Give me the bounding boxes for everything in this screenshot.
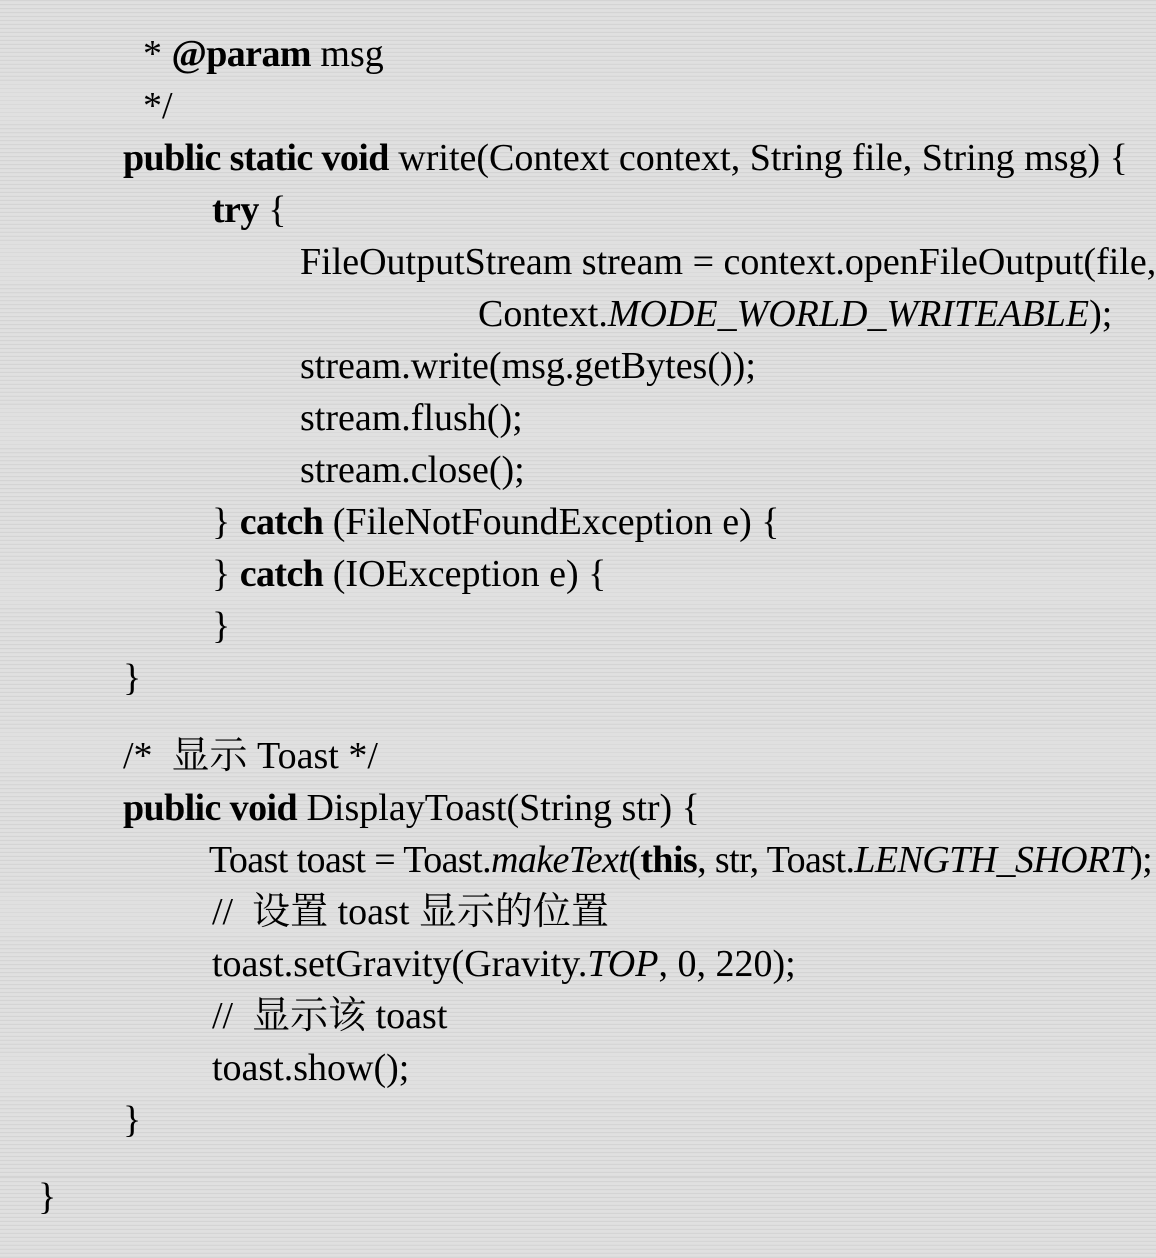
code-comment: // 显示该 toast [212, 995, 448, 1037]
code-keyword: catch [239, 553, 324, 595]
code-text: , 0, 220); [658, 943, 796, 985]
code-line [105, 46, 173, 127]
code-italic: LENGTH_SHORT [854, 839, 1131, 881]
code-line [174, 566, 231, 647]
code-text: */ [143, 85, 173, 127]
code-text: write(Context context, String file, String msg) { [388, 137, 1128, 179]
code-text: * [143, 33, 172, 75]
code-keyword: public void [123, 787, 297, 829]
code-line [85, 696, 378, 777]
code-text: } [123, 1099, 142, 1141]
code-text: Toast toast = Toast. [208, 839, 491, 881]
code-keyword: public static void [123, 137, 389, 179]
code-text: FileOutputStream stream = context.openFileOutput(file, [300, 241, 1156, 283]
code-text: } [38, 1176, 57, 1218]
code-line [174, 852, 609, 933]
code-italic: MODE_WORLD_WRITEABLE [607, 293, 1090, 335]
code-italic: makeText [490, 839, 629, 881]
code-text: msg [310, 33, 384, 75]
code-text: , str, Toast. [697, 839, 855, 881]
code-text: } [212, 553, 240, 595]
code-line [262, 306, 756, 387]
code-line [85, 618, 142, 699]
code-text: toast.setGravity(Gravity. [212, 943, 588, 985]
code-line [174, 1008, 410, 1089]
code-keyword: catch [239, 501, 324, 543]
code-line [85, 1060, 142, 1141]
code-text: stream.flush(); [300, 397, 523, 439]
code-keyword: try [212, 189, 259, 231]
code-line [85, 748, 700, 829]
code-keyword: this [640, 839, 698, 881]
code-keyword: @param [171, 33, 311, 75]
code-text: DisplayToast(String str) { [296, 787, 700, 829]
code-line [174, 514, 607, 595]
code-text: Context. [478, 293, 608, 335]
code-text: } [212, 501, 240, 543]
code-text: ); [1089, 293, 1113, 335]
code-text: (FileNotFoundException e) { [323, 501, 780, 543]
code-line [174, 462, 780, 543]
code-line [174, 956, 448, 1037]
code-comment: // 设置 toast 显示的位置 [212, 891, 609, 933]
code-text: { [258, 189, 287, 231]
code-text: ); [1130, 839, 1153, 881]
code-text: stream.close(); [300, 449, 525, 491]
code-text: stream.write(msg.getBytes()); [300, 345, 756, 387]
code-text: } [212, 605, 231, 647]
code-line [85, 98, 1128, 179]
code-text: ( [628, 839, 641, 881]
code-comment: /* 显示 Toast */ [123, 735, 378, 777]
code-italic: TOP [587, 943, 659, 985]
code-line [174, 150, 287, 231]
code-text: } [123, 657, 142, 699]
code-line [262, 358, 523, 439]
code-text: (IOException e) { [323, 553, 607, 595]
code-line [262, 410, 525, 491]
code-text: toast.show(); [212, 1047, 410, 1089]
code-line [174, 800, 1153, 881]
code-line [262, 202, 1156, 283]
code-line [105, 0, 384, 75]
code-line [440, 254, 1113, 335]
code-line [174, 904, 796, 985]
code-line [0, 1137, 57, 1218]
